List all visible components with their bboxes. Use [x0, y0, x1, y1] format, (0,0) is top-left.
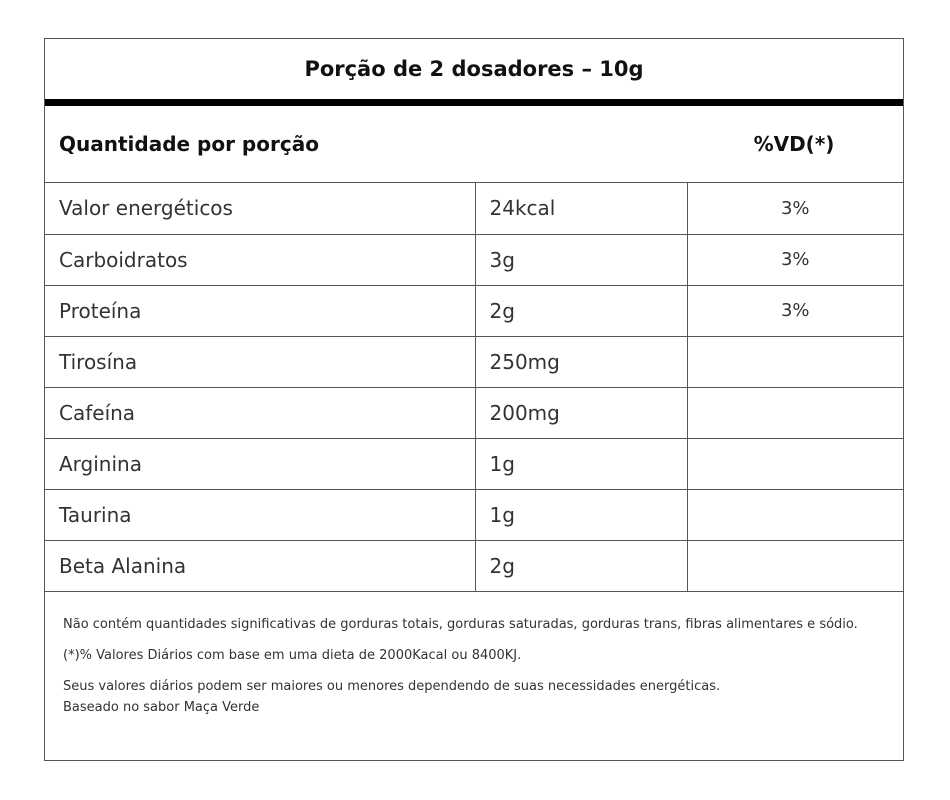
nutrient-amount: 24kcal	[475, 183, 687, 234]
table-row	[45, 387, 903, 438]
quantity-per-serving-label: Quantidade por porção	[59, 132, 319, 156]
table-row	[45, 438, 903, 489]
daily-value-header: %VD(*)	[753, 132, 835, 156]
nutrient-daily-value	[687, 540, 903, 591]
nutrient-table	[45, 183, 903, 592]
nutrient-amount: 200mg	[475, 387, 687, 438]
nutrient-daily-value: 3%	[687, 183, 903, 234]
nutrient-amount: 250mg	[475, 336, 687, 387]
not-significant-note: Não contém quantidades significativas de gorduras totais, gorduras saturadas, gorduras trans, fibras alimentares e sódio.	[63, 616, 858, 632]
nutrient-daily-value	[687, 336, 903, 387]
nutrient-amount: 1g	[475, 438, 687, 489]
table-row	[45, 285, 903, 336]
table-row	[45, 540, 903, 591]
thick-divider	[45, 99, 903, 106]
nutrient-name: Cafeína	[45, 387, 475, 438]
nutrient-name: Taurina	[45, 489, 475, 540]
nutrient-name: Carboidratos	[45, 234, 475, 285]
quantity-header-row	[45, 106, 903, 183]
nutrient-daily-value	[687, 489, 903, 540]
nutrient-daily-value	[687, 438, 903, 489]
nutrient-daily-value: 3%	[687, 285, 903, 336]
serving-size-title: Porção de 2 dosadores – 10g	[304, 57, 644, 81]
nutrient-name: Proteína	[45, 285, 475, 336]
nutrient-daily-value: 3%	[687, 234, 903, 285]
table-row	[45, 489, 903, 540]
table-row	[45, 234, 903, 285]
nutrient-daily-value	[687, 387, 903, 438]
nutrient-amount: 3g	[475, 234, 687, 285]
footnotes	[45, 592, 903, 718]
daily-values-note: (*)% Valores Diários com base em uma dieta de 2000Kacal ou 8400KJ.	[63, 647, 522, 663]
nutrient-name: Tirosína	[45, 336, 475, 387]
nutrient-amount: 2g	[475, 540, 687, 591]
table-row	[45, 336, 903, 387]
table-row	[45, 183, 903, 234]
nutrition-facts-panel	[44, 38, 904, 761]
nutrient-name: Arginina	[45, 438, 475, 489]
nutrient-name: Beta Alanina	[45, 540, 475, 591]
nutrient-amount: 1g	[475, 489, 687, 540]
may-vary-note: Seus valores diários podem ser maiores ou menores dependendo de suas necessidades energéticas.	[63, 678, 721, 694]
nutrient-amount: 2g	[475, 285, 687, 336]
nutrient-name: Valor energéticos	[45, 183, 475, 234]
flavor-note: Baseado no sabor Maça Verde	[63, 699, 260, 715]
